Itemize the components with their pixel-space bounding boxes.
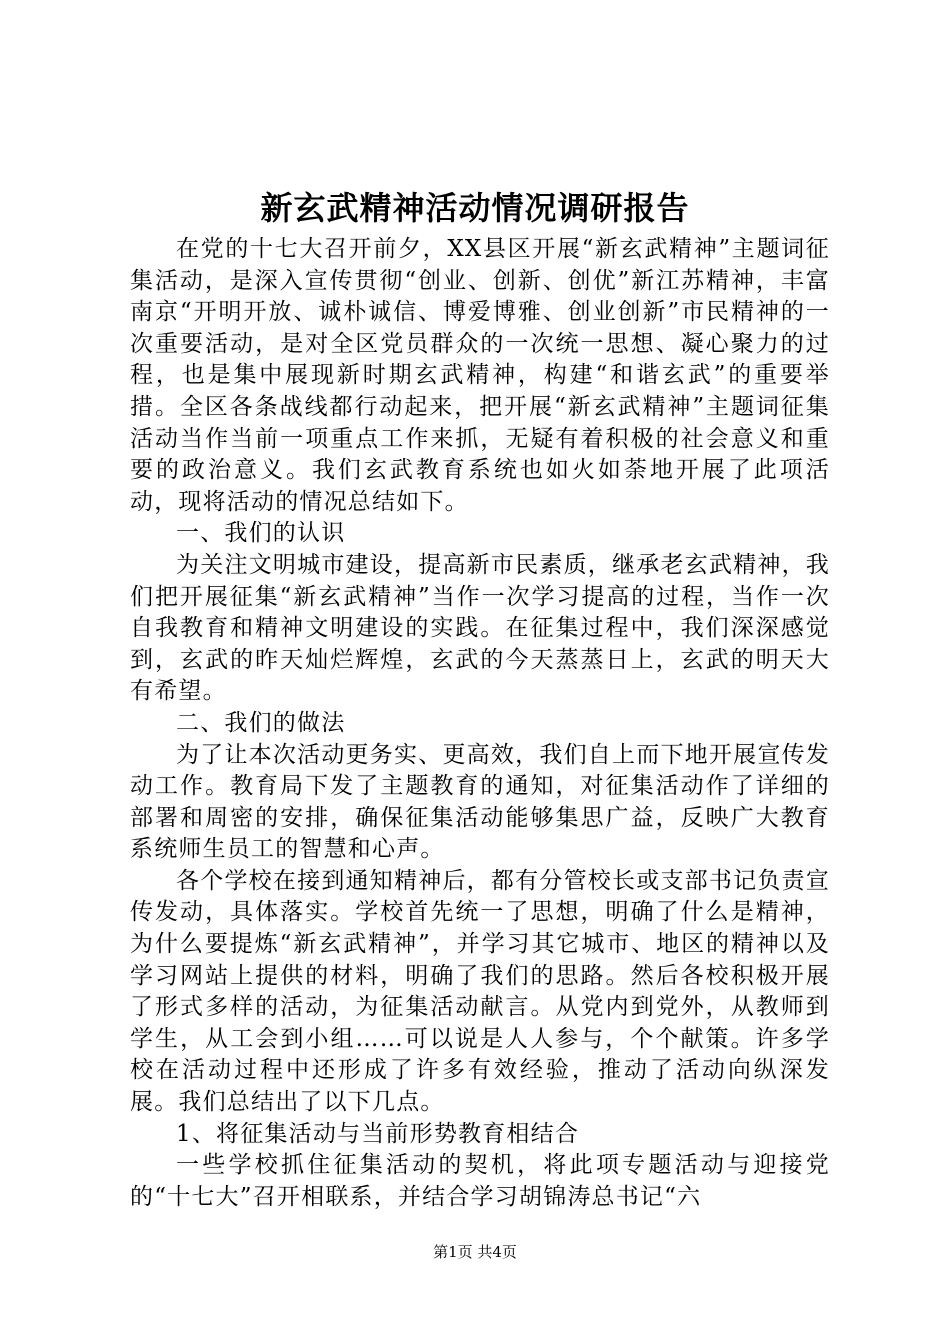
- body-paragraph: 为关注文明城市建设，提高新市民素质，继承老玄武精神，我们把开展征集“新玄武精神”当作一次学习提高的过程，当作一次自我教育和精神文明建设的实践。在征集过程中，我们深深感觉到，玄武的昨天灿烂辉煌，玄武的今天蒸蒸日上，玄武的明天大有希望。: [130, 551, 830, 705]
- page-footer: 第1页 共4页: [433, 1243, 517, 1261]
- subsection-heading: 1、将征集活动与当前形势教育相结合: [176, 1120, 580, 1147]
- body-paragraph: 在党的十七大召开前夕，XX县区开展“新玄武精神”主题词征集活动，是深入宣传贯彻“创业、创新、创优”新江苏精神，丰富南京“开明开放、诚朴诚信、博爱博雅、创业创新”市民精神的一次重要活动，是对全区党员群众的一次统一思想、凝心聚力的过程，也是集中展现新时期玄武精神，构建“和谐玄武”的重要举措。全区各条战线都行动起来，把开展“新玄武精神”主题词征集活动当作当前一项重点工作来抓，无疑有着积极的社会意义和重要的政治意义。我们玄武教育系统也如火如荼地开展了此项活动，现将活动的情况总结如下。: [130, 236, 830, 515]
- section-heading: 一、我们的认识: [176, 520, 346, 547]
- body-paragraph: 一些学校抓住征集活动的契机，将此项专题活动与迎接党的“十七大”召开相联系，并结合学习胡锦涛总书记“六: [130, 1152, 830, 1210]
- section-heading: 二、我们的做法: [176, 709, 346, 736]
- document-body: [130, 234, 830, 1213]
- body-paragraph: 各个学校在接到通知精神后，都有分管校长或支部书记负责宣传发动，具体落实。学校首先统一了思想，明确了什么是精神，为什么要提炼“新玄武精神”，并学习其它城市、地区的精神以及学习网站上提供的材料，明确了我们的思路。然后各校积极开展了形式多样的活动，为征集活动献言。从党内到党外，从教师到学生，从工会到小组……可以说是人人参与，个个献策。许多学校在活动过程中还形成了许多有效经验，推动了活动向纵深发展。我们总结出了以下几点。: [130, 867, 830, 1116]
- body-paragraph: 为了让本次活动更务实、更高效，我们自上而下地开展宣传发动工作。教育局下发了主题教育的通知，对征集活动作了详细的部署和周密的安排，确保征集活动能够集思广益，反映广大教育系统师生员工的智慧和心声。: [130, 741, 830, 863]
- document-title: 新玄武精神活动情况调研报告: [260, 189, 690, 227]
